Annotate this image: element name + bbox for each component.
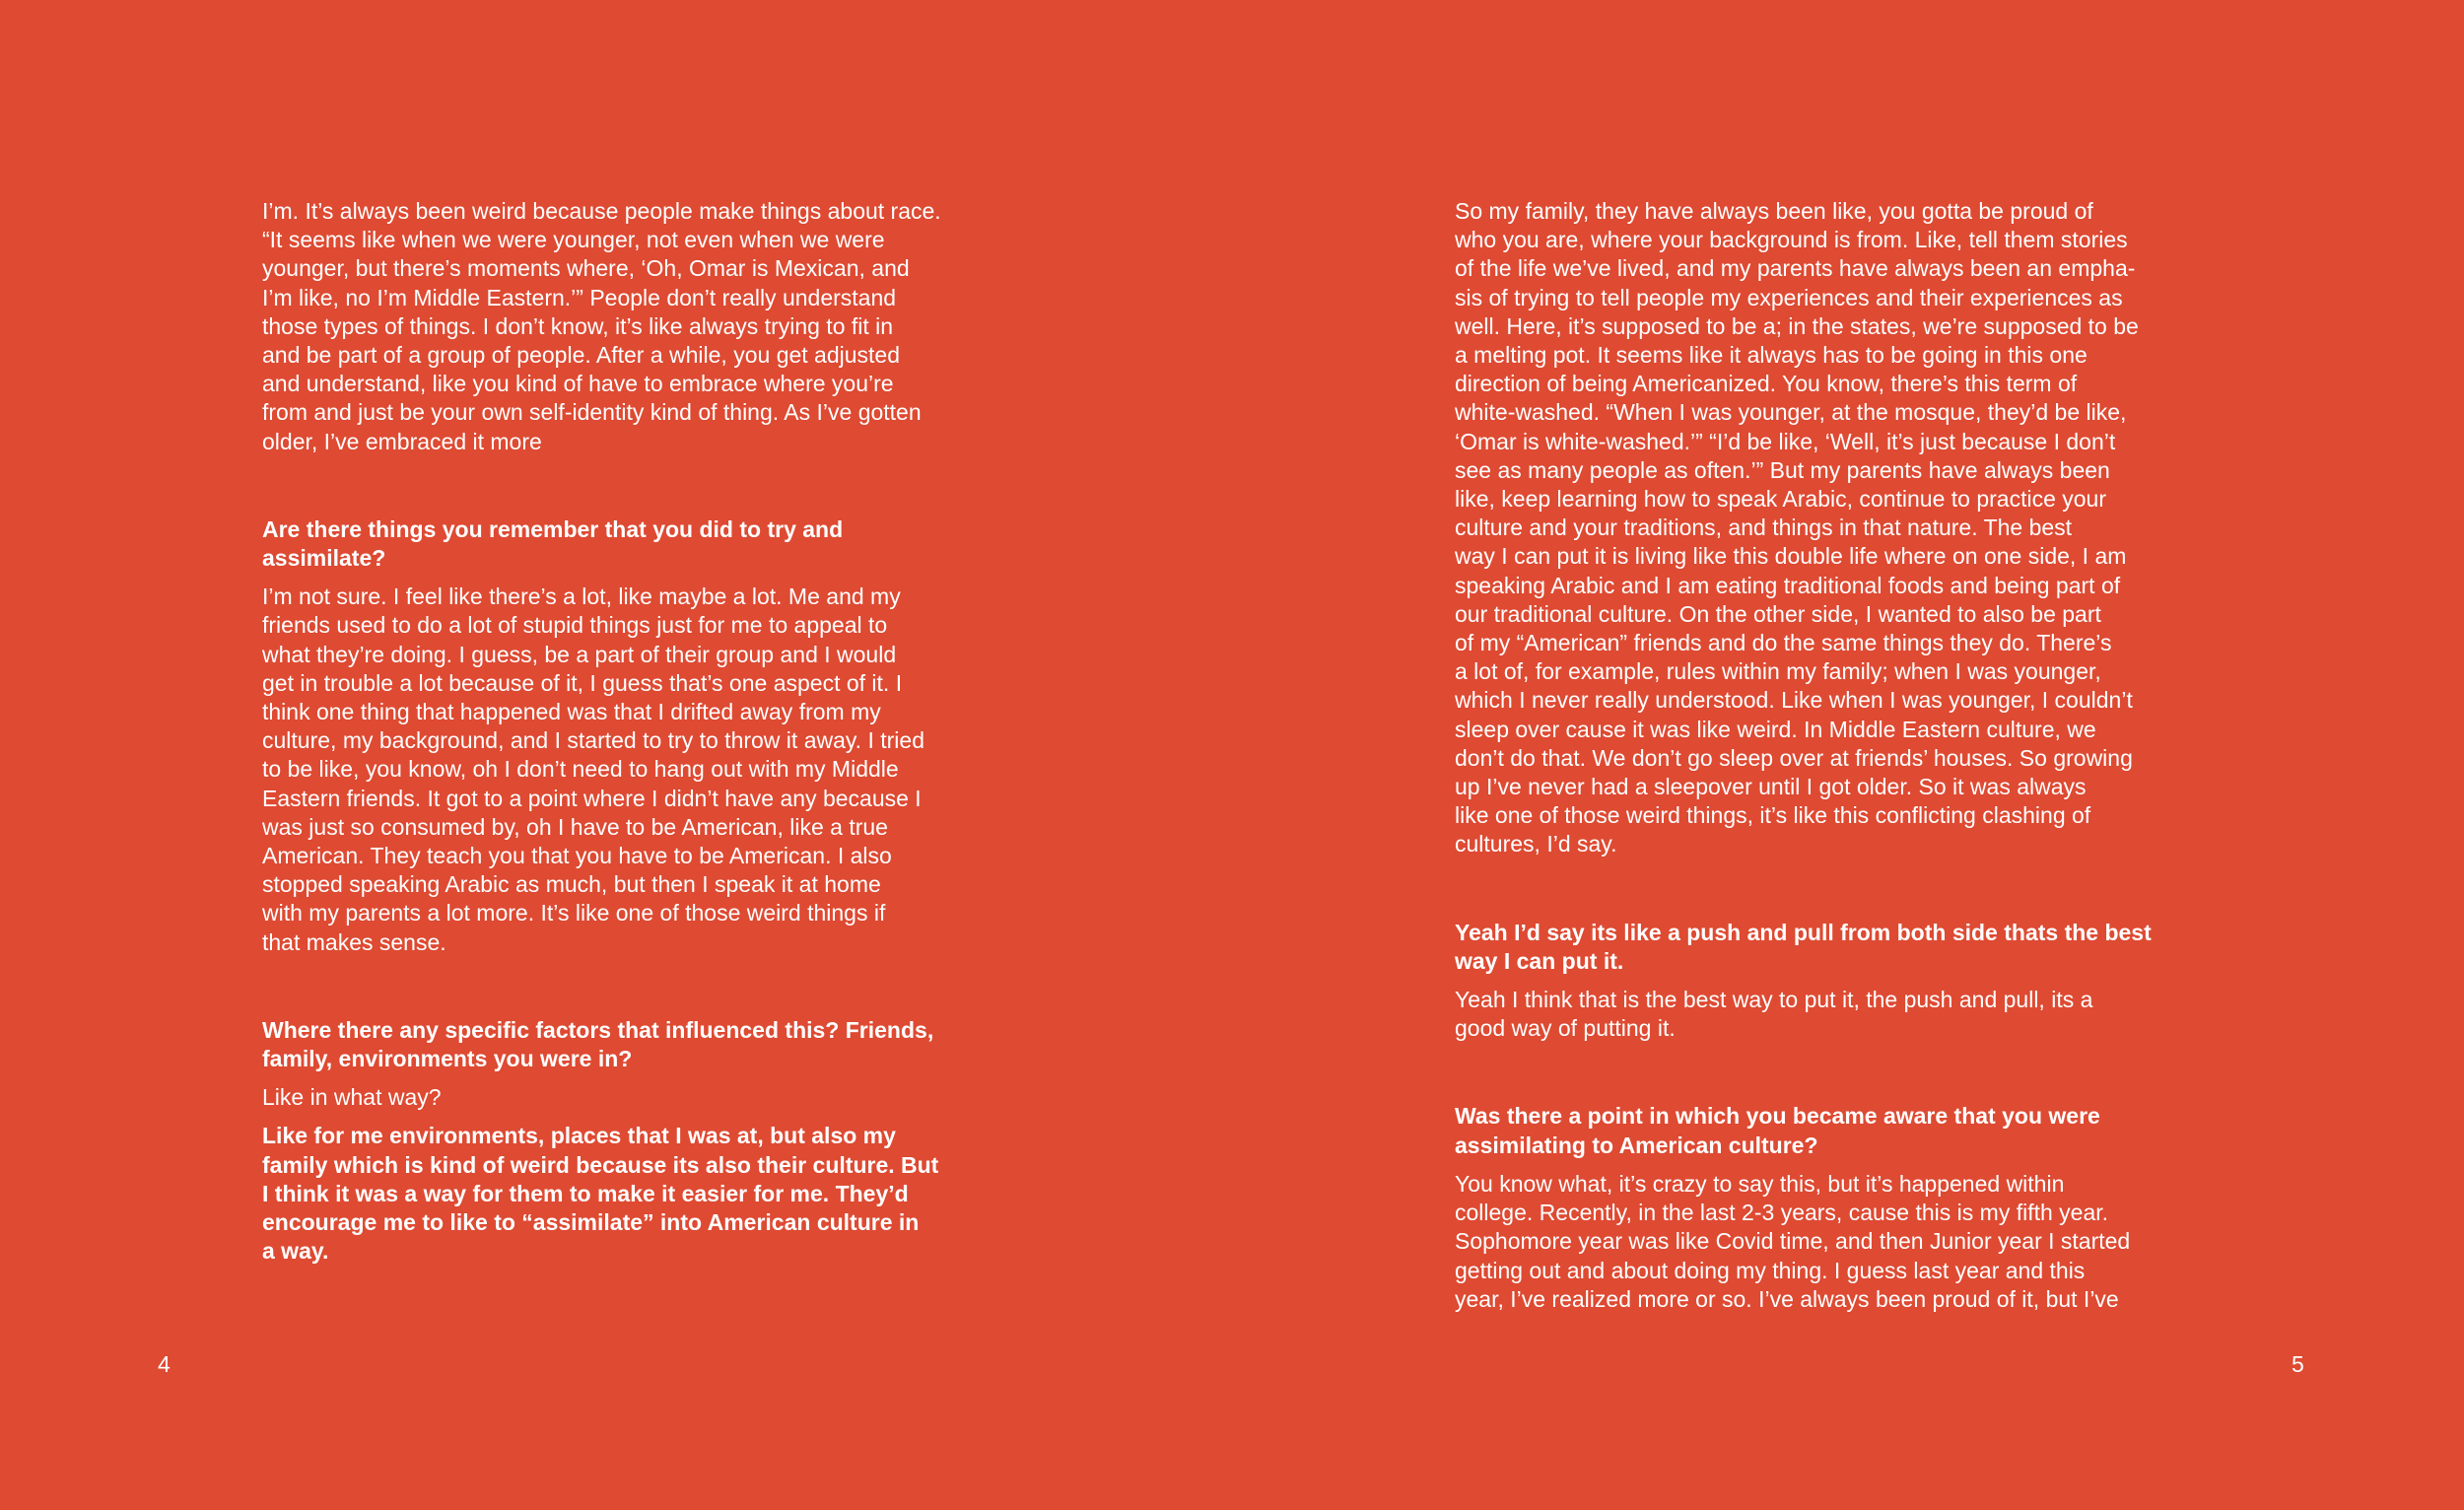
- page-number: 5: [2292, 1351, 2304, 1377]
- page-number: 4: [158, 1351, 171, 1377]
- interview-question: Are there things you remember that you did to try and assimilate?: [262, 515, 844, 572]
- interview-question: Was there a point in which you became aware that you were assimilating to American culture?: [1455, 1103, 2100, 1158]
- answer-paragraph: So my family, they have always been like, you gotta be proud of who you are, where your background is from. Like, tell them stories of the life we’ve lived, and my parents have always been an empha- sis of trying to tell people my experiences and their experiences as well. Here, it’s supposed to be a; in the states, we’re supposed to be a melting pot. It seems like it always has to be going in this one direction of being Americanized. You know, there’s this term of white-washed. “When I was younger, at the mosque, they’d be like, ‘Omar is white-washed.’” “I’d be like, ‘Well, it’s just because I don’t see as many people as often.’” But my parents have always been like, keep learning how to speak Arabic, continue to practice your culture and your traditions, and things in that nature. The best way I can put it is living like this double life where on one side, I am speaking Arabic and I am eating traditional foods and being part of our traditional culture. On the other side, I wanted to also be part of my “American” friends and do the same things they do. There’s a lot of, for example, rules within my family; when I was younger, which I never really understood. Like when I was younger, I couldn’t sleep over cause it was like weird. In Middle Eastern culture, we don’t do that. We don’t go sleep over at friends’ houses. So growing up I’ve never had a sleepover until I got older. So it was always like one of those weird things, it’s like this conflicting clashing of cultures, I’d say.: [1455, 198, 2139, 858]
- right-text-column: [1455, 197, 2209, 1314]
- answer-paragraph: I’m not sure. I feel like there’s a lot, like maybe a lot. Me and my friends used to do a lot of stupid things just for me to appeal to what they’re doing. I guess, be a part of their group and I would get in trouble a lot because of it, I guess that’s one aspect of it. I think one thing that happened was that I drifted away from my culture, my background, and I started to try to throw it away. I tried to be like, you know, oh I don’t need to hang out with my Middle Eastern friends. It got to a point where I didn’t have any because I was just so consumed by, oh I have to be American, like a true American. They teach you that you have to be American. I also stopped speaking Arabic as much, but then I speak it at home with my parents a lot more. It’s like one of those weird things if that makes sense.: [262, 583, 924, 955]
- interview-question: Like for me environments, places that I was at, but also my family which is kind of weird because its also their culture. But I think it was a way for them to make it easier for me. They’d encourage me to like to “assimilate” into American culture in a way.: [262, 1123, 939, 1265]
- interview-question: Yeah I’d say its like a push and pull from both side thats the best way I can put it.: [1455, 919, 2152, 974]
- answer-paragraph: I’m. It’s always been weird because people make things about race. “It seems like when we were younger, not even when we were younger, but there’s moments where, ‘Oh, Omar is Mexican, and I’m like, no I’m Middle Eastern.’” People don’t really understand those types of things. I don’t know, it’s like always trying to fit in and be part of a group of people. After a while, you get adjusted and understand, like you kind of have to embrace where you’re from and just be your own self-identity kind of thing. As I’ve gotten older, I’ve embraced it more: [262, 198, 941, 454]
- right-page: [1232, 0, 2464, 1510]
- answer-paragraph: You know what, it’s crazy to say this, but it’s happened within college. Recently, in the last 2-3 years, cause this is my fifth year. Sophomore year was like Covid time, and then Junior year I started getting out and about doing my thing. I guess last year and this year, I’ve realized more or so. I’ve always been proud of it, but I’ve: [1455, 1170, 2131, 1312]
- interview-question: Where there any specific factors that influenced this? Friends, family, environments you were in?: [262, 1016, 934, 1072]
- left-text-column: [262, 197, 1016, 1267]
- answer-paragraph: Yeah I think that is the best way to put it, the push and pull, its a good way of putting it.: [1455, 987, 2093, 1042]
- answer-paragraph: Like in what way?: [262, 1084, 442, 1111]
